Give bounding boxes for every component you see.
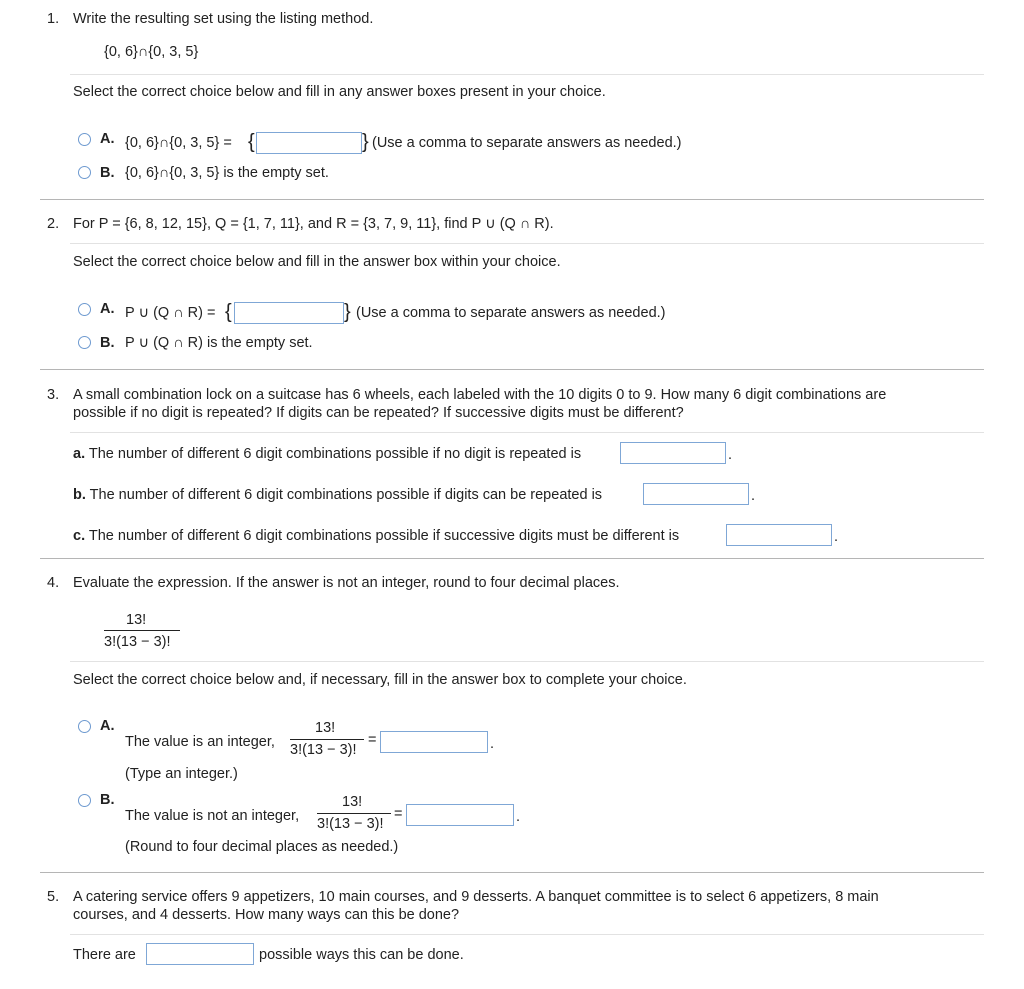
q4-choice-a-period: . bbox=[490, 736, 495, 752]
q2-divider bbox=[70, 243, 984, 244]
q3-part-c bbox=[73, 528, 679, 544]
q4-choice-a-fraction-bar bbox=[290, 739, 364, 740]
q1-choice-a-hint: (Use a comma to separate answers as needed.) bbox=[372, 135, 682, 151]
q4-choice-a-input[interactable] bbox=[380, 731, 488, 753]
q4-choice-a-denominator: 3!(13 − 3)! bbox=[290, 742, 357, 758]
q3-part-a bbox=[73, 446, 581, 462]
q4-choice-b-denominator: 3!(13 − 3)! bbox=[317, 816, 384, 832]
q2-prompt: For P = {6, 8, 12, 15}, Q = {1, 7, 11}, and R = {3, 7, 9, 11}, find P ∪ (Q ∩ R). bbox=[73, 216, 554, 232]
q2-choice-a-radio[interactable] bbox=[78, 303, 91, 316]
q1-expression: {0, 6}∩{0, 3, 5} bbox=[104, 44, 199, 60]
q4-number: 4. bbox=[47, 575, 60, 591]
q1-answer-input[interactable] bbox=[256, 132, 362, 154]
q2-choice-b-radio[interactable] bbox=[78, 336, 91, 349]
q5-answer-suffix: possible ways this can be done. bbox=[259, 947, 464, 963]
q4-choice-a-letter: A. bbox=[100, 718, 115, 734]
q3-part-a-input[interactable] bbox=[620, 442, 726, 464]
q5-prompt-line1: A catering service offers 9 appetizers, 10 main courses, and 9 desserts. A banquet committee is to select 6 appetizers, 8 main bbox=[73, 889, 879, 905]
q3-part-a-text: The number of different 6 digit combinations possible if no digit is repeated is bbox=[88, 446, 582, 462]
q1-instruction: Select the correct choice below and fill in any answer boxes present in your choice. bbox=[73, 84, 606, 100]
q3-part-c-input[interactable] bbox=[726, 524, 832, 546]
q4-choice-a-hint: (Type an integer.) bbox=[125, 766, 238, 782]
q3-prompt-line1: A small combination lock on a suitcase has 6 wheels, each labeled with the 10 digits 0 to 9. How many 6 digit combinations are bbox=[73, 387, 887, 403]
q2-choice-a-letter: A. bbox=[100, 301, 115, 317]
q4-divider bbox=[70, 661, 984, 662]
q4-choice-b-text: The value is not an integer, bbox=[125, 808, 300, 824]
q1-choice-b-letter: B. bbox=[100, 165, 115, 181]
q3-part-c-label: c. bbox=[73, 528, 86, 544]
q4-choice-b-input[interactable] bbox=[406, 804, 514, 826]
q4-choice-b-letter: B. bbox=[100, 792, 115, 808]
q3-number: 3. bbox=[47, 387, 60, 403]
q4-choice-a-equals: = bbox=[368, 732, 377, 748]
q1-choice-a-letter: A. bbox=[100, 131, 115, 147]
q4-prompt: Evaluate the expression. If the answer is not an integer, round to four decimal places. bbox=[73, 575, 620, 591]
q1-choice-b-radio[interactable] bbox=[78, 166, 91, 179]
q2-choice-b-text: P ∪ (Q ∩ R) is the empty set. bbox=[125, 335, 313, 351]
q3-prompt-line2: possible if no digit is repeated? If digits can be repeated? If successive digits must be different? bbox=[73, 405, 684, 421]
q3-part-b-input[interactable] bbox=[643, 483, 749, 505]
q3-part-a-label: a. bbox=[73, 446, 86, 462]
q3-part-c-period: . bbox=[834, 529, 839, 545]
q4-numerator: 13! bbox=[126, 612, 147, 628]
q5-divider bbox=[70, 934, 984, 935]
q4-choice-b-equals: = bbox=[394, 806, 403, 822]
q1-prompt: Write the resulting set using the listing method. bbox=[73, 11, 374, 27]
q4-choice-a-radio[interactable] bbox=[78, 720, 91, 733]
q2-separator bbox=[40, 369, 984, 370]
q5-prompt-line2: courses, and 4 desserts. How many ways can this be done? bbox=[73, 907, 460, 923]
q4-instruction: Select the correct choice below and, if necessary, fill in the answer box to complete your choice. bbox=[73, 672, 687, 688]
q3-separator bbox=[40, 558, 984, 559]
q2-choice-a-hint: (Use a comma to separate answers as needed.) bbox=[356, 305, 666, 321]
q5-answer-input[interactable] bbox=[146, 943, 254, 965]
q1-choice-b-text: {0, 6}∩{0, 3, 5} is the empty set. bbox=[125, 165, 329, 181]
q3-part-a-period: . bbox=[728, 447, 733, 463]
q5-number: 5. bbox=[47, 889, 60, 905]
q2-choice-a-text: P ∪ (Q ∩ R) = bbox=[125, 305, 216, 321]
q4-choice-b-numerator: 13! bbox=[342, 794, 363, 810]
q4-choice-a-numerator: 13! bbox=[315, 720, 336, 736]
q1-separator bbox=[40, 199, 984, 200]
q3-part-b-label: b. bbox=[73, 487, 86, 503]
q1-choice-a-radio[interactable] bbox=[78, 133, 91, 146]
q4-denominator: 3!(13 − 3)! bbox=[104, 634, 171, 650]
q5-answer-prefix: There are bbox=[73, 947, 136, 963]
q4-choice-a-text: The value is an integer, bbox=[125, 734, 275, 750]
q2-choice-b-letter: B. bbox=[100, 335, 115, 351]
q4-choice-b-fraction-bar bbox=[317, 813, 391, 814]
q3-part-c-text: The number of different 6 digit combinations possible if successive digits must be different is bbox=[88, 528, 680, 544]
q2-brace-close: } bbox=[344, 301, 351, 323]
q3-part-b bbox=[73, 487, 602, 503]
q1-brace-close: } bbox=[362, 131, 369, 153]
q1-number: 1. bbox=[47, 11, 60, 27]
q3-part-b-period: . bbox=[751, 488, 756, 504]
q4-choice-b-hint: (Round to four decimal places as needed.) bbox=[125, 839, 399, 855]
q1-choice-a-text: {0, 6}∩{0, 3, 5} = bbox=[125, 135, 232, 151]
q2-number: 2. bbox=[47, 216, 60, 232]
q1-brace-open: { bbox=[248, 131, 255, 153]
q4-separator bbox=[40, 872, 984, 873]
q4-fraction-bar bbox=[104, 630, 180, 631]
q4-choice-b-period: . bbox=[516, 809, 521, 825]
q2-instruction: Select the correct choice below and fill in the answer box within your choice. bbox=[73, 254, 561, 270]
q3-divider bbox=[70, 432, 984, 433]
q2-answer-input[interactable] bbox=[234, 302, 344, 324]
q3-part-b-text: The number of different 6 digit combinations possible if digits can be repeated is bbox=[89, 487, 603, 503]
q4-choice-b-radio[interactable] bbox=[78, 794, 91, 807]
q1-divider bbox=[70, 74, 984, 75]
q2-brace-open: { bbox=[225, 301, 232, 323]
